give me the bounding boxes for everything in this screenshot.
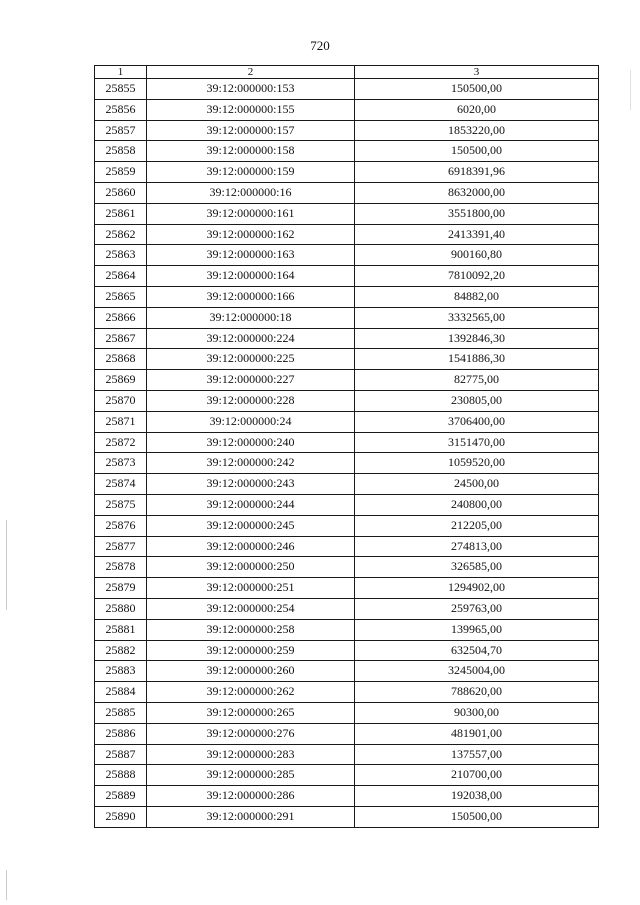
value-cell: 240800,00 (355, 494, 599, 515)
table-header (95, 66, 599, 79)
cadastral-number-cell: 39:12:000000:246 (147, 536, 355, 557)
value-cell: 150500,00 (355, 79, 599, 100)
row-number-cell: 25855 (95, 79, 147, 100)
row-number-cell: 25887 (95, 744, 147, 765)
row-number-cell: 25879 (95, 578, 147, 599)
value-cell: 1853220,00 (355, 120, 599, 141)
value-cell: 137557,00 (355, 744, 599, 765)
value-cell: 7810092,20 (355, 266, 599, 287)
table-row (95, 598, 599, 619)
value-cell: 1294902,00 (355, 578, 599, 599)
table-row (95, 453, 599, 474)
table-row (95, 141, 599, 162)
row-number-cell: 25857 (95, 120, 147, 141)
value-cell: 326585,00 (355, 557, 599, 578)
column-header-1: 1 (95, 66, 147, 79)
column-header-3: 3 (355, 66, 599, 79)
table-row (95, 786, 599, 807)
cadastral-number-cell: 39:12:000000:24 (147, 411, 355, 432)
cadastral-number-cell: 39:12:000000:258 (147, 619, 355, 640)
cadastral-number-cell: 39:12:000000:18 (147, 307, 355, 328)
value-cell: 900160,80 (355, 245, 599, 266)
table-row (95, 578, 599, 599)
cadastral-number-cell: 39:12:000000:250 (147, 557, 355, 578)
table-row (95, 266, 599, 287)
table-row (95, 432, 599, 453)
table-row (95, 744, 599, 765)
value-cell: 230805,00 (355, 390, 599, 411)
row-number-cell: 25871 (95, 411, 147, 432)
row-number-cell: 25890 (95, 806, 147, 827)
row-number-cell: 25862 (95, 224, 147, 245)
value-cell: 6918391,96 (355, 162, 599, 183)
row-number-cell: 25880 (95, 598, 147, 619)
cadastral-number-cell: 39:12:000000:164 (147, 266, 355, 287)
table-row (95, 99, 599, 120)
cadastral-number-cell: 39:12:000000:224 (147, 328, 355, 349)
row-number-cell: 25888 (95, 765, 147, 786)
row-number-cell: 25870 (95, 390, 147, 411)
value-cell: 84882,00 (355, 286, 599, 307)
cadastral-number-cell: 39:12:000000:254 (147, 598, 355, 619)
row-number-cell: 25856 (95, 99, 147, 120)
value-cell: 3245004,00 (355, 661, 599, 682)
value-cell: 139965,00 (355, 619, 599, 640)
value-cell: 3332565,00 (355, 307, 599, 328)
row-number-cell: 25867 (95, 328, 147, 349)
row-number-cell: 25878 (95, 557, 147, 578)
row-number-cell: 25882 (95, 640, 147, 661)
table-row (95, 557, 599, 578)
value-cell: 481901,00 (355, 723, 599, 744)
row-number-cell: 25873 (95, 453, 147, 474)
row-number-cell: 25863 (95, 245, 147, 266)
table-row (95, 723, 599, 744)
cadastral-number-cell: 39:12:000000:251 (147, 578, 355, 599)
value-cell: 24500,00 (355, 474, 599, 495)
table-row (95, 370, 599, 391)
cadastral-number-cell: 39:12:000000:16 (147, 182, 355, 203)
cadastral-number-cell: 39:12:000000:228 (147, 390, 355, 411)
registry-table (94, 65, 599, 828)
cadastral-number-cell: 39:12:000000:153 (147, 79, 355, 100)
value-cell: 1541886,30 (355, 349, 599, 370)
cadastral-number-cell: 39:12:000000:158 (147, 141, 355, 162)
row-number-cell: 25875 (95, 494, 147, 515)
table-row (95, 702, 599, 723)
value-cell: 90300,00 (355, 702, 599, 723)
cadastral-number-cell: 39:12:000000:291 (147, 806, 355, 827)
value-cell: 150500,00 (355, 141, 599, 162)
row-number-cell: 25865 (95, 286, 147, 307)
table-row (95, 806, 599, 827)
value-cell: 3706400,00 (355, 411, 599, 432)
row-number-cell: 25858 (95, 141, 147, 162)
cadastral-number-cell: 39:12:000000:260 (147, 661, 355, 682)
value-cell: 632504,70 (355, 640, 599, 661)
cadastral-number-cell: 39:12:000000:243 (147, 474, 355, 495)
row-number-cell: 25866 (95, 307, 147, 328)
table-row (95, 120, 599, 141)
cadastral-number-cell: 39:12:000000:262 (147, 682, 355, 703)
cadastral-number-cell: 39:12:000000:283 (147, 744, 355, 765)
cadastral-number-cell: 39:12:000000:244 (147, 494, 355, 515)
value-cell: 82775,00 (355, 370, 599, 391)
table-row (95, 494, 599, 515)
header-row (95, 66, 599, 79)
table-row (95, 474, 599, 495)
table-row (95, 390, 599, 411)
cadastral-number-cell: 39:12:000000:259 (147, 640, 355, 661)
table-row (95, 245, 599, 266)
row-number-cell: 25864 (95, 266, 147, 287)
row-number-cell: 25889 (95, 786, 147, 807)
table-row (95, 162, 599, 183)
cadastral-number-cell: 39:12:000000:242 (147, 453, 355, 474)
value-cell: 210700,00 (355, 765, 599, 786)
row-number-cell: 25884 (95, 682, 147, 703)
row-number-cell: 25876 (95, 515, 147, 536)
scan-mark-left (6, 520, 7, 610)
cadastral-number-cell: 39:12:000000:159 (147, 162, 355, 183)
table-row (95, 515, 599, 536)
row-number-cell: 25885 (95, 702, 147, 723)
value-cell: 8632000,00 (355, 182, 599, 203)
table-row (95, 79, 599, 100)
table-row (95, 640, 599, 661)
scan-mark-right (630, 70, 631, 110)
table-row (95, 182, 599, 203)
table-row (95, 224, 599, 245)
value-cell: 788620,00 (355, 682, 599, 703)
value-cell: 3151470,00 (355, 432, 599, 453)
cadastral-number-cell: 39:12:000000:162 (147, 224, 355, 245)
table-row (95, 661, 599, 682)
row-number-cell: 25883 (95, 661, 147, 682)
scan-mark-left-lower (6, 870, 7, 900)
row-number-cell: 25859 (95, 162, 147, 183)
row-number-cell: 25877 (95, 536, 147, 557)
value-cell: 259763,00 (355, 598, 599, 619)
cadastral-number-cell: 39:12:000000:225 (147, 349, 355, 370)
value-cell: 3551800,00 (355, 203, 599, 224)
row-number-cell: 25869 (95, 370, 147, 391)
table-row (95, 411, 599, 432)
cadastral-number-cell: 39:12:000000:265 (147, 702, 355, 723)
value-cell: 1059520,00 (355, 453, 599, 474)
table-row (95, 619, 599, 640)
cadastral-number-cell: 39:12:000000:163 (147, 245, 355, 266)
table-row (95, 328, 599, 349)
page-number: 720 (310, 38, 330, 53)
value-cell: 274813,00 (355, 536, 599, 557)
row-number-cell: 25868 (95, 349, 147, 370)
table-row (95, 682, 599, 703)
row-number-cell: 25881 (95, 619, 147, 640)
value-cell: 150500,00 (355, 806, 599, 827)
value-cell: 6020,00 (355, 99, 599, 120)
value-cell: 212205,00 (355, 515, 599, 536)
table-row (95, 203, 599, 224)
table-row (95, 765, 599, 786)
row-number-cell: 25874 (95, 474, 147, 495)
cadastral-number-cell: 39:12:000000:157 (147, 120, 355, 141)
table-row (95, 536, 599, 557)
cadastral-number-cell: 39:12:000000:240 (147, 432, 355, 453)
value-cell: 1392846,30 (355, 328, 599, 349)
cadastral-number-cell: 39:12:000000:286 (147, 786, 355, 807)
cadastral-number-cell: 39:12:000000:285 (147, 765, 355, 786)
table-row (95, 307, 599, 328)
value-cell: 192038,00 (355, 786, 599, 807)
row-number-cell: 25860 (95, 182, 147, 203)
cadastral-number-cell: 39:12:000000:161 (147, 203, 355, 224)
value-cell: 2413391,40 (355, 224, 599, 245)
row-number-cell: 25886 (95, 723, 147, 744)
row-number-cell: 25872 (95, 432, 147, 453)
cadastral-number-cell: 39:12:000000:245 (147, 515, 355, 536)
cadastral-number-cell: 39:12:000000:276 (147, 723, 355, 744)
table-body (95, 79, 599, 828)
row-number-cell: 25861 (95, 203, 147, 224)
table-row (95, 286, 599, 307)
table-row (95, 349, 599, 370)
column-header-2: 2 (147, 66, 355, 79)
cadastral-number-cell: 39:12:000000:227 (147, 370, 355, 391)
cadastral-number-cell: 39:12:000000:166 (147, 286, 355, 307)
cadastral-number-cell: 39:12:000000:155 (147, 99, 355, 120)
